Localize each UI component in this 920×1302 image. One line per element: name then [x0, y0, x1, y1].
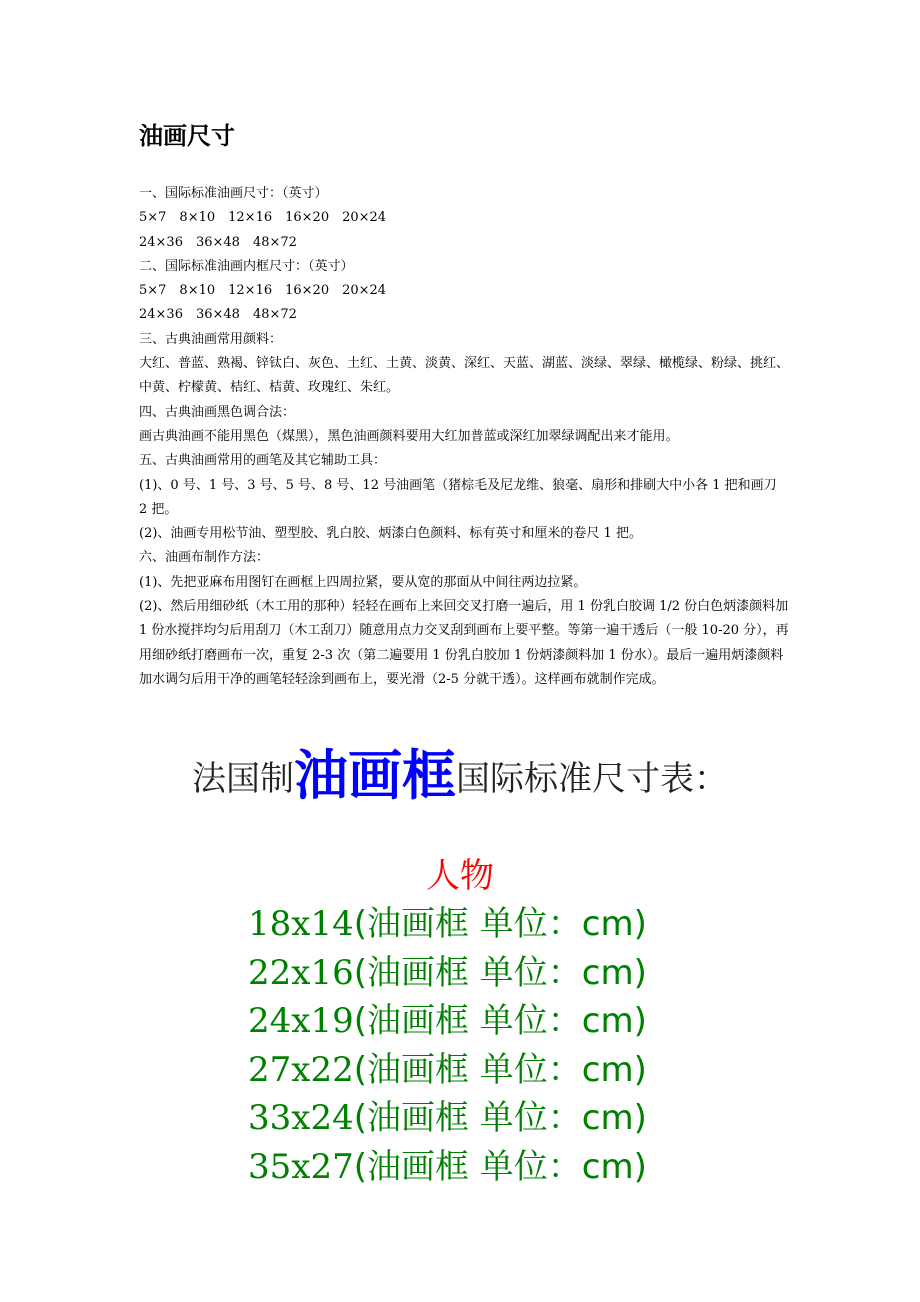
size-unit: (油画框 单位：cm): [353, 1146, 647, 1187]
size-unit: (油画框 单位：cm): [353, 904, 647, 944]
section-heading-2: 二、国际标准油画内框尺寸：（英寸）: [139, 258, 354, 274]
size-line: 24×36 36×48 48×72: [139, 234, 297, 250]
size-line: 24×36 36×48 48×72: [139, 307, 297, 323]
size-value: 33x24: [248, 1098, 354, 1138]
section-heading-6: 六、油画布制作方法：: [139, 550, 270, 566]
size-unit: (油画框 单位：cm): [353, 1049, 647, 1090]
canvas-step-1: (1)、先把亚麻布用图钉在画框上四周拉紧，要从宽的那面从中间往两边拉紧。: [139, 574, 587, 590]
section-heading-4: 四、古典油画黑色调合法：: [139, 404, 296, 420]
frame-size-row: [248, 900, 647, 949]
frame-size-heading: [0, 740, 920, 815]
size-value: 22x16: [248, 952, 354, 993]
size-unit: (油画框 单位：cm): [353, 1098, 647, 1138]
section-heading-5: 五、古典油画常用的画笔及其它辅助工具：: [139, 453, 387, 469]
pigment-list: 大红、普蓝、熟褐、锌钛白、灰色、土红、土黄、淡黄、深红、天蓝、湖蓝、淡绿、翠绿、橄榄绿、粉绿、挑红、中黄、柠檬黄、桔红、桔黄、玫瑰红、朱红。: [139, 356, 790, 396]
frame-size-row: [248, 949, 647, 998]
frame-size-row: [248, 1143, 647, 1192]
heading-prefix: 法国制: [192, 759, 294, 799]
heading-highlight: 油画框: [294, 744, 456, 807]
heading-suffix: 国际标准尺寸表：: [456, 759, 728, 799]
size-line: 5×7 8×10 12×16 16×20 20×24: [139, 283, 387, 299]
body-text: [139, 182, 789, 692]
category-label: 人物: [426, 856, 494, 896]
section-heading-3: 三、古典油画常用颜料：: [139, 331, 283, 347]
size-line: 5×7 8×10 12×16 16×20 20×24: [139, 210, 387, 226]
tools-item-1: (1)、0 号、1 号、3 号、5 号、8 号、12 号油画笔（猪棕毛及尼龙维、狼毫、扇形和排刷大中小各 1 把和画刀 2 把。: [139, 477, 777, 517]
size-value: 35x27: [248, 1146, 354, 1187]
frame-size-row: [248, 1094, 647, 1143]
frame-size-row: [248, 1046, 647, 1095]
size-value: 27x22: [248, 1049, 354, 1090]
canvas-step-2: (2)、然后用细砂纸（木工用的那种）轻轻在画布上来回交叉打磨一遍后，用 1 份乳白胶调 1/2 份白色炳漆颜料加 1 份水搅拌均匀后用刮刀（木工刮刀）随意用点力交叉刮到画布上要平整。等第一遍干透后（一般 10-20 分），再用细砂纸打磨画布一次，重复 2-3 次（第二遍要用 1 份乳白胶加 1 份炳漆颜料加 1 份水）。最后一遍用炳漆颜料加水调匀后用干净的画笔轻轻涂到画布上，要光滑（2-5 分就干透）。这样画布就制作完成。: [139, 599, 789, 687]
size-unit: (油画框 单位：cm): [353, 1001, 647, 1041]
size-value: 24x19: [248, 1001, 354, 1041]
size-unit: (油画框 单位：cm): [353, 952, 647, 993]
black-mixing-text: 画古典油画不能用黑色（煤黑），黑色油画颜料要用大红加普蓝或深红加翠绿调配出来才能用。: [139, 428, 679, 444]
tools-item-2: (2)、油画专用松节油、塑型胶、乳白胶、炳漆白色颜料、标有英寸和厘米的卷尺 1 把。: [139, 526, 642, 542]
page-title: 油画尺寸: [139, 122, 235, 150]
size-value: 18x14: [248, 904, 354, 944]
frame-size-list: [248, 900, 647, 1191]
section-heading-1: 一、国际标准油画尺寸：（英寸）: [139, 186, 328, 201]
frame-size-row: [248, 997, 647, 1046]
